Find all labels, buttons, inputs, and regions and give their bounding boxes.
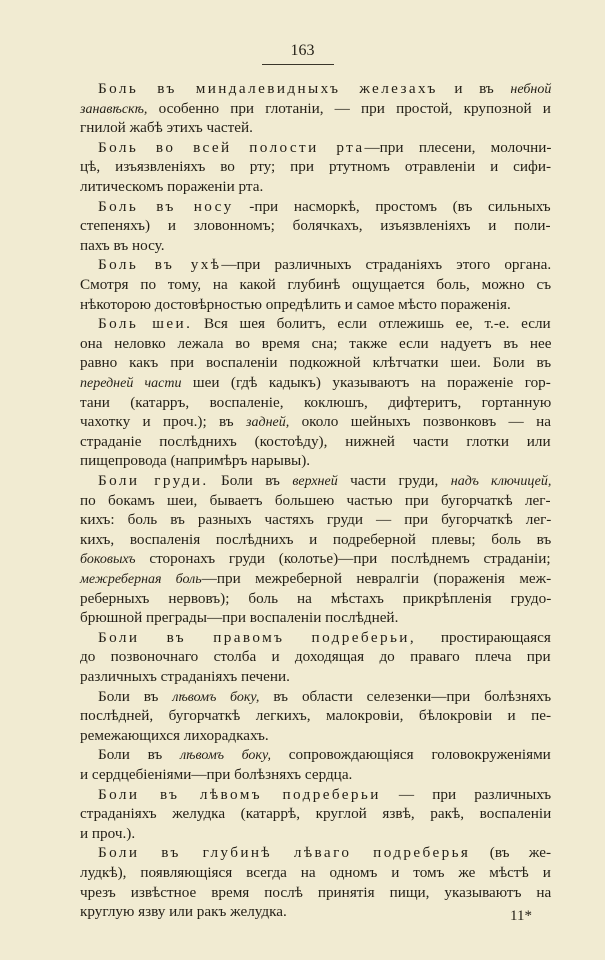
spaced-heading: Боль въ носу xyxy=(98,198,234,215)
text-run: чрезъ извѣстное время послѣ принятія пищи, указываютъ на xyxy=(80,884,552,901)
text-line xyxy=(80,237,165,255)
text-line xyxy=(80,119,253,137)
text-line xyxy=(80,394,551,412)
text-line xyxy=(80,433,551,451)
text-line xyxy=(98,688,551,707)
text-run: сторонахъ груди (колотье)—при послѣднемъ страданіи; xyxy=(135,550,551,567)
text-run: —при межреберной невралгіи (пораженія меж- xyxy=(201,570,552,587)
text-run: чахотку и проч.); въ xyxy=(80,413,247,430)
italic-term: лѣвомъ боку, xyxy=(180,748,271,763)
text-run: нѣкоторою достовѣрностью опредѣлить и самое мѣсто пораженія. xyxy=(80,296,511,313)
text-line xyxy=(98,198,551,216)
text-line xyxy=(98,844,551,862)
text-run: около шейныхъ позвонковъ — на xyxy=(289,413,551,430)
text-line xyxy=(98,629,551,647)
page-number: 163 xyxy=(290,42,315,59)
spaced-heading: Боль во всей полости рта xyxy=(98,139,365,156)
text-run: —при плесени, молочни- xyxy=(364,139,552,156)
text-line xyxy=(98,786,551,804)
text-run: страданіяхъ желудка (катаррѣ, круглой язвѣ, ракѣ, воспаленіи xyxy=(80,805,552,822)
text-line xyxy=(80,217,551,235)
text-line xyxy=(80,825,135,843)
spaced-heading: Боли въ правомъ подреберьи, xyxy=(98,629,417,646)
text-run: кихъ: боль въ разныхъ частяхъ груди — при бугорчаткѣ лег- xyxy=(80,511,552,528)
text-run: лудкѣ), появляющіяся всегда на одномъ и томъ же мѣстѣ и xyxy=(80,864,551,881)
text-run: и проч.). xyxy=(80,825,136,842)
text-line xyxy=(80,590,551,608)
text-line xyxy=(80,178,263,196)
text-line xyxy=(80,648,551,666)
text-run: различныхъ страданіяхъ печени. xyxy=(80,668,290,685)
text-line xyxy=(80,100,551,119)
text-run: — при различныхъ xyxy=(380,786,552,803)
text-run: Смотря по тому, на какой глубинѣ ощущается боль, можно съ xyxy=(80,276,552,293)
text-line xyxy=(80,413,551,432)
text-run: цѣ, изъязвленіяхъ во рту; при ртутномъ отравленіи и сифи- xyxy=(80,158,552,175)
text-line xyxy=(80,354,551,372)
text-line xyxy=(80,492,551,510)
text-line xyxy=(80,727,269,745)
text-run: реберныхъ нервовъ); боль на мѣстахъ прикрѣпленія грудо- xyxy=(80,590,552,607)
header-rule xyxy=(262,64,334,65)
text-line xyxy=(98,472,551,491)
text-run: кихъ, воспаленія послѣднихъ и подреберной плевы; боль въ xyxy=(80,531,552,548)
text-run: брюшной преграды—при воспаленіи послѣдней. xyxy=(80,609,399,626)
text-run: ремежающихся лихорадкахъ. xyxy=(80,727,269,744)
italic-term: боковыхъ xyxy=(80,552,136,567)
text-line xyxy=(98,315,551,333)
text-run: особенно при глотаніи, — при простой, крупозной и xyxy=(147,100,551,117)
text-line xyxy=(80,884,551,902)
text-run: она неловко лежала во время сна; также если надуетъ въ нее xyxy=(80,335,552,352)
italic-term: межреберная боль xyxy=(80,572,202,587)
text-line xyxy=(80,766,352,784)
text-run: въ области селезенки—при болѣзняхъ xyxy=(259,688,552,705)
text-run: по бокамъ шеи, бываетъ большею частью при бугорчаткѣ лег- xyxy=(80,492,551,509)
signature-mark: 11* xyxy=(510,908,532,924)
text-line xyxy=(80,609,398,627)
text-line xyxy=(98,139,551,157)
spaced-heading: Боль въ ухѣ xyxy=(98,256,222,273)
text-run: литическомъ пораженіи рта. xyxy=(80,178,264,195)
text-line xyxy=(80,570,551,589)
text-run: послѣдней, бугорчаткѣ легкихъ, малокровіи, бѣлокровіи и пе- xyxy=(80,707,552,724)
text-line xyxy=(80,668,290,686)
text-run: степеняхъ) и зловонномъ; болячкахъ, изъязвленіяхъ и поли- xyxy=(80,217,551,234)
text-run: шеи (гдѣ кадыкъ) указываютъ на пораженіе гор- xyxy=(181,374,551,391)
text-line xyxy=(80,805,551,823)
text-run: (въ же- xyxy=(470,844,552,861)
text-line xyxy=(80,903,287,921)
text-line xyxy=(80,452,310,470)
text-line xyxy=(80,864,551,882)
italic-term: небной xyxy=(510,82,552,97)
spaced-heading: Боль шеи. xyxy=(98,315,193,332)
text-run: круглую язву или ракъ желудка. xyxy=(80,903,287,920)
italic-term: занавѣскѣ, xyxy=(80,102,148,117)
text-run: и въ xyxy=(437,80,511,97)
text-run: Боли въ xyxy=(98,746,181,763)
text-line xyxy=(80,511,551,529)
text-run: равно какъ при воспаленіи подкожной клѣтчатки шеи. Боли въ xyxy=(80,354,552,371)
text-run: простирающаяся xyxy=(416,629,551,646)
text-line xyxy=(80,296,511,314)
spaced-heading: Боли въ лѣвомъ подреберьи xyxy=(98,786,381,803)
text-run: и сердцебіеніями—при болѣзняхъ сердца. xyxy=(80,766,353,783)
text-run: пахъ въ носу. xyxy=(80,237,165,254)
italic-term: верхней xyxy=(292,474,338,489)
text-run: тани (катарръ, воспаленіе, коклюшъ, дифтеритъ, гортанную xyxy=(80,394,552,411)
text-run: страданіе послѣднихъ (костоѣду), нижней части глотки или xyxy=(80,433,551,450)
italic-term: передней части xyxy=(80,376,182,391)
italic-term: задней, xyxy=(246,415,290,430)
text-run: пищепровода (напримѣръ нарывы). xyxy=(80,452,311,469)
text-line xyxy=(80,335,551,353)
text-line xyxy=(80,374,551,393)
text-run: Боли въ xyxy=(98,688,173,705)
spaced-heading: Боли груди. xyxy=(98,472,209,489)
text-run: Боли въ xyxy=(208,472,293,489)
text-run: части груди, xyxy=(337,472,451,489)
text-run: гнилой жабѣ этихъ частей. xyxy=(80,119,253,136)
text-run: Вся шея болитъ, если отлежишь ее, т.-е. если xyxy=(192,315,551,332)
text-line xyxy=(80,531,551,549)
text-line xyxy=(80,550,551,569)
text-line xyxy=(98,746,551,765)
italic-term: лѣвомъ боку, xyxy=(172,690,260,705)
spaced-heading: Боль въ миндалевидныхъ железахъ xyxy=(98,80,438,97)
text-run: -при насморкѣ, простомъ (въ сильныхъ xyxy=(233,198,551,215)
text-line xyxy=(98,80,551,99)
text-run: сопровождающіяся головокруженіями xyxy=(271,746,551,763)
text-line xyxy=(80,158,551,176)
italic-term: надъ ключицей, xyxy=(450,474,552,489)
text-line xyxy=(80,707,551,725)
spaced-heading: Боли въ глубинѣ лѣваго подреберья xyxy=(98,844,471,861)
text-run: до позвоночнаго столба и доходящая до праваго плеча при xyxy=(80,648,551,665)
text-line xyxy=(98,256,551,274)
text-run: —при различныхъ страданіяхъ этого органа. xyxy=(221,256,552,273)
text-line xyxy=(80,276,551,294)
